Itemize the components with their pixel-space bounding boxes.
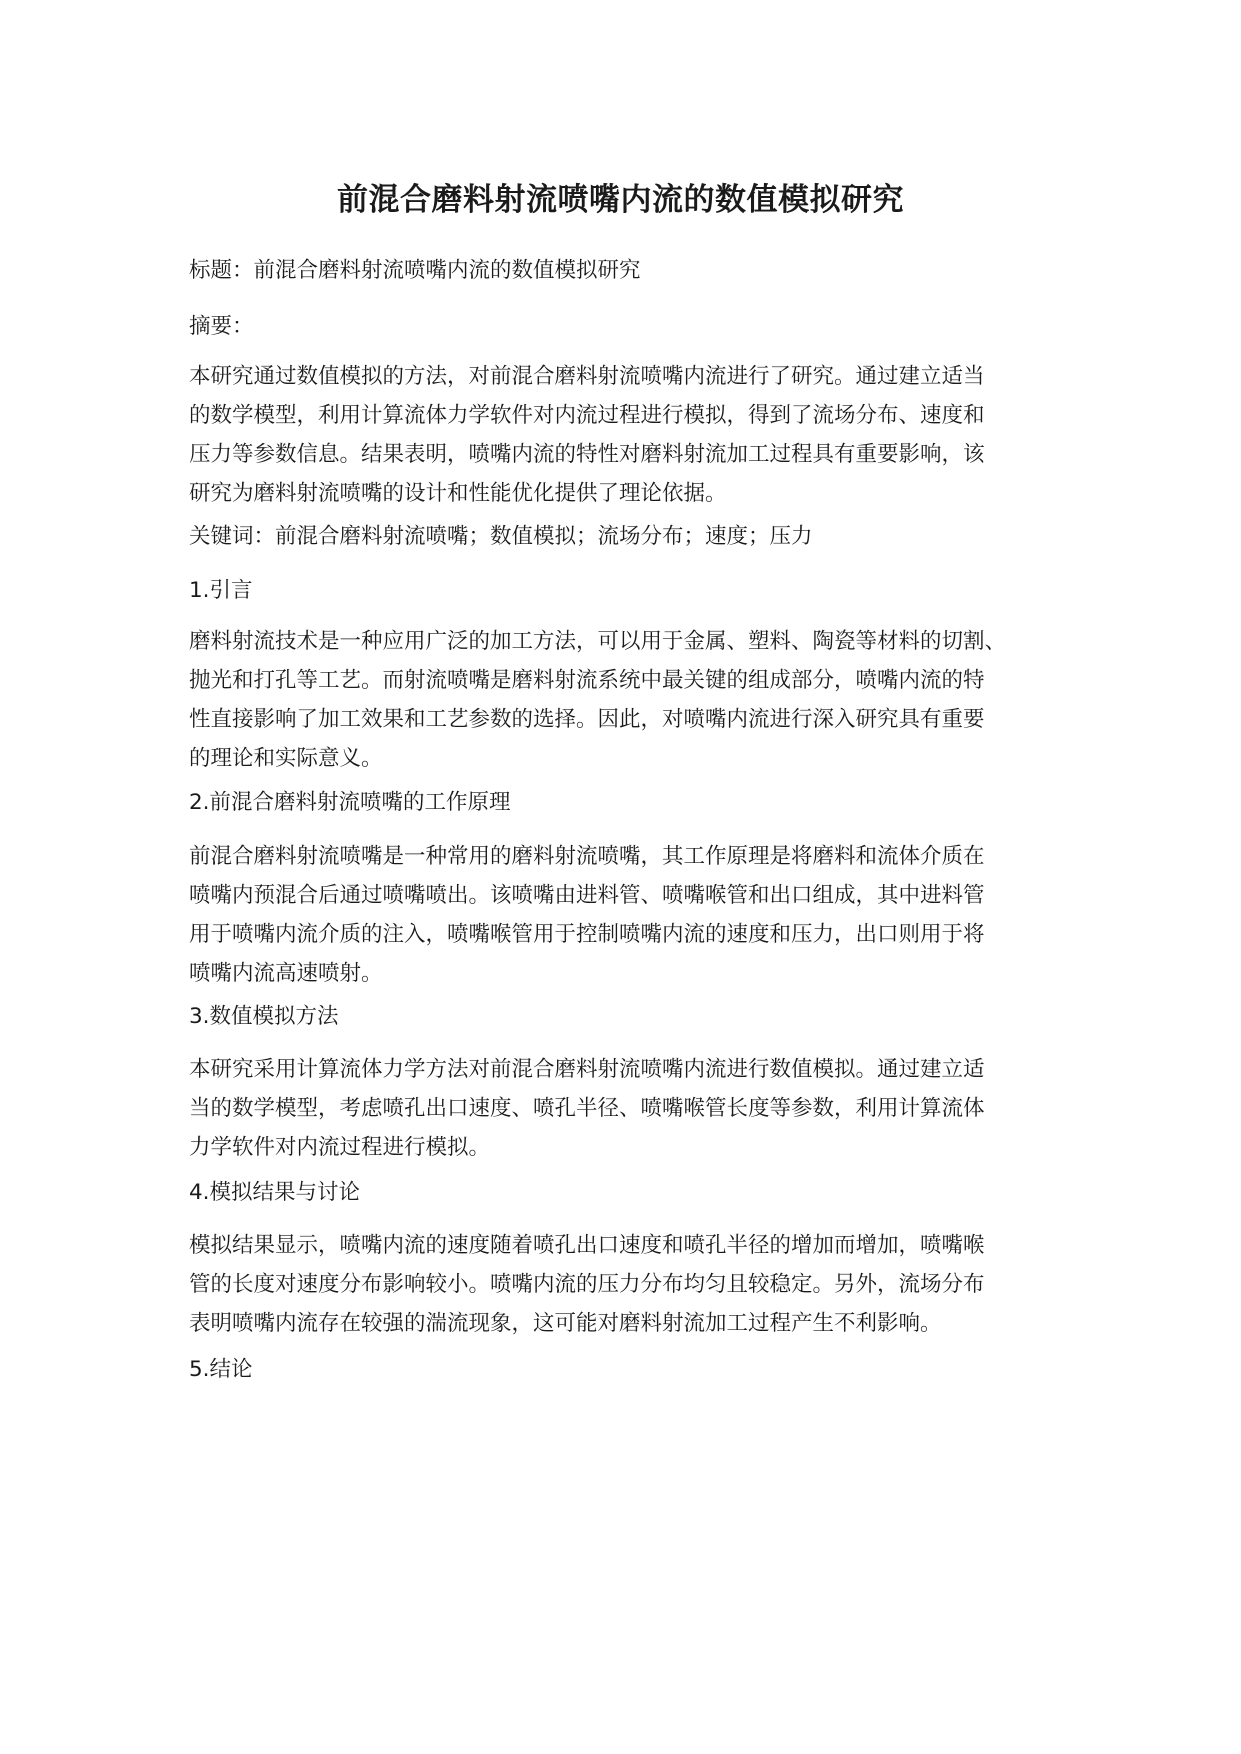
- section-paragraph: 磨料射流技术是一种应用广泛的加工方法，可以用于金属、塑料、陶瓷等材料的切割、 抛光和打孔等工艺。而射流喷嘴是磨料射流系统中最关键的组成部分，喷嘴内流的特 性直接影响了加工效果和工艺参数的选择。因此，对喷嘴内流进行深入研究具有重要 的理论和实际意义。: [189, 629, 1007, 771]
- document-title: 前混合磨料射流喷嘴内流的数值模拟研究: [337, 182, 904, 218]
- section-heading: 3.数值模拟方法: [189, 1004, 339, 1029]
- abstract-label: 摘要：: [189, 314, 254, 339]
- section-heading: 5.结论: [189, 1357, 253, 1382]
- subject-line: 标题：前混合磨料射流喷嘴内流的数值模拟研究: [189, 258, 641, 283]
- section-paragraph: 前混合磨料射流喷嘴是一种常用的磨料射流喷嘴，其工作原理是将磨料和流体介质在 喷嘴内预混合后通过喷嘴喷出。该喷嘴由进料管、喷嘴喉管和出口组成，其中进料管 用于喷嘴内流介质的注入，喷嘴喉管用于控制喷嘴内流的速度和压力，出口则用于将 喷嘴内流高速喷射。: [189, 844, 985, 986]
- section-heading: 1.引言: [189, 578, 253, 603]
- section-heading: 2.前混合磨料射流喷嘴的工作原理: [189, 790, 511, 815]
- section-paragraph: 本研究采用计算流体力学方法对前混合磨料射流喷嘴内流进行数值模拟。通过建立适 当的数学模型，考虑喷孔出口速度、喷孔半径、喷嘴喉管长度等参数，利用计算流体 力学软件对内流过程进行模拟。: [189, 1057, 985, 1160]
- abstract-paragraph: 本研究通过数值模拟的方法，对前混合磨料射流喷嘴内流进行了研究。通过建立适当 的数学模型，利用计算流体力学软件对内流过程进行模拟，得到了流场分布、速度和 压力等参数信息。结果表明，喷嘴内流的特性对磨料射流加工过程具有重要影响，该 研究为磨料射流喷嘴的设计和性能优化提供了理论依据。: [189, 364, 985, 506]
- keywords-line: 关键词：前混合磨料射流喷嘴；数值模拟；流场分布；速度；压力: [189, 524, 813, 549]
- section-paragraph: 模拟结果显示，喷嘴内流的速度随着喷孔出口速度和喷孔半径的增加而增加，喷嘴喉 管的长度对速度分布影响较小。喷嘴内流的压力分布均匀且较稳定。另外，流场分布 表明喷嘴内流存在较强的湍流现象，这可能对磨料射流加工过程产生不利影响。: [189, 1233, 985, 1336]
- section-heading: 4.模拟结果与讨论: [189, 1180, 361, 1205]
